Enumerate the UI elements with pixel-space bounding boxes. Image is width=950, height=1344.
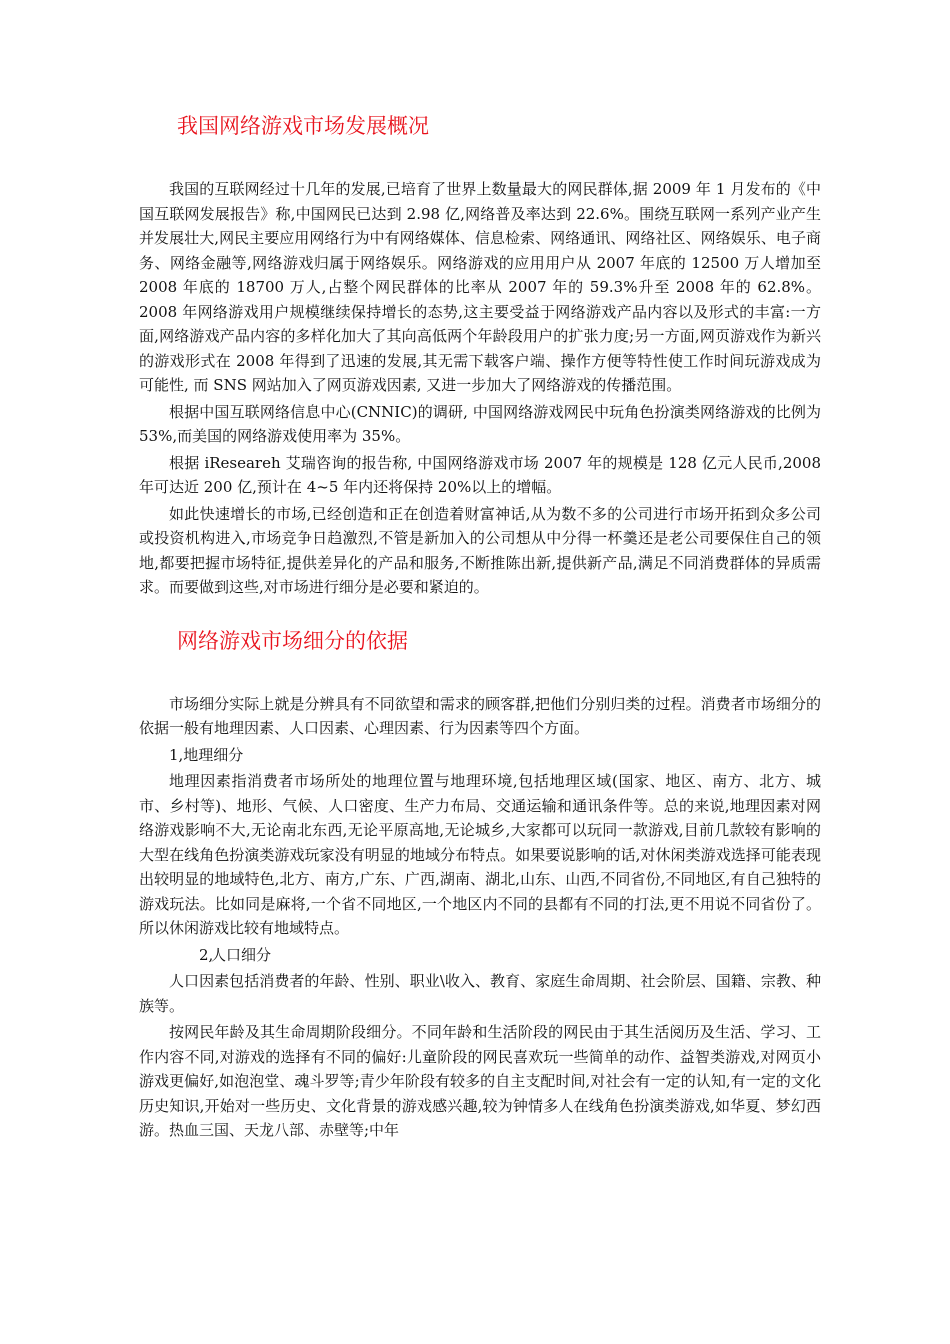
section-heading-segmentation-basis: 网络游戏市场细分的依据 <box>177 628 408 653</box>
subheading-demographic <box>139 943 821 968</box>
paragraph-iresearch-report: 根据 iReseareh 艾瑞咨询的报告称, 中国网络游戏市场 2007 年的规模是 128 亿元人民币,2008 年可达近 200 亿,预计在 4~5 年内还将保持 20%以上的增幅。 <box>139 453 821 496</box>
paragraph-cnnic-survey: 根据中国互联网络信息中心(CNNIC)的调研, 中国网络游戏网民中玩角色扮演类网络游戏的比例为 53%,而美国的网络游戏使用率为 35%。 <box>139 402 821 445</box>
subheading-number: 2, <box>199 945 214 964</box>
section-heading-market-overview: 我国网络游戏市场发展概况 <box>177 114 429 138</box>
paragraph-geographic: 地理因素指消费者市场所处的地理位置与地理环境,包括地理区域(国家、地区、南方、北方、城市、乡村等)、地形、气候、人口密度、生产力布局、交通运输和通讯条件等。总的来说,地理因素对网络游戏影响不大,无论南北东西,无论平原高地,无论城乡,大家都可以玩同一款游戏,目前几款较有影响的大型在线角色扮演类游戏玩家没有明显的地域分布特点。如果要说影响的话,对休闲类游戏选择可能表现出较明显的地域特色,北方、南方,广东、广西,湖南、湖北,山东、山西,不同省份,不同地区,有自己独特的游戏玩法。比如同是麻将,一个省不同地区,一个地区内不同的县都有不同的打法,更不用说不同省份了。所以休闲游戏比较有地域特点。 <box>139 772 821 937</box>
document-body <box>139 100 821 1143</box>
paragraph-demographic: 人口因素包括消费者的年龄、性别、职业\收入、教育、家庭生命周期、社会阶层、国籍、宗教、种族等。 <box>139 972 821 1015</box>
paragraph-segmentation-intro: 市场细分实际上就是分辨具有不同欲望和需求的顾客群,把他们分别归类的过程。消费者市场细分的依据一般有地理因素、人口因素、心理因素、行为因素等四个方面。 <box>139 694 821 737</box>
paragraph-age-lifecycle: 按网民年龄及其生命周期阶段细分。不同年龄和生活阶段的网民由于其生活阅历及生活、学习、工作内容不同,对游戏的选择有不同的偏好:儿童阶段的网民喜欢玩一些简单的动作、益智类游戏,对网页小游戏更偏好,如泡泡堂、魂斗罗等;青少年阶段有较多的自主支配时间,对社会有一定的认知,有一定的文化历史知识,开始对一些历史、文化背景的游戏感兴趣,较为钟情多人在线角色扮演类游戏,如华夏、梦幻西游。热血三国、天龙八部、赤壁等;中年 <box>139 1023 821 1139</box>
subheading-label: 人口细分 <box>211 945 272 964</box>
subheading-geographic: 1,地理细分 <box>169 745 244 764</box>
paragraph-market-competition: 如此快速增长的市场,已经创造和正在创造着财富神话,从为数不多的公司进行市场开拓到众多公司或投资机构进入,市场竞争日趋激烈,不管是新加入的公司想从中分得一杯羹还是老公司要保住自己的领地,都要把握市场特征,提供差异化的产品和服务,不断推陈出新,提供新产品,满足不同消费群体的异质需求。而要做到这些,对市场进行细分是必要和紧迫的。 <box>139 504 821 596</box>
paragraph-internet-growth: 我国的互联网经过十几年的发展,已培育了世界上数量最大的网民群体,据 2009 年 1 月发布的《中国互联网发展报告》称,中国网民已达到 2.98 亿,网络普及率达到 22.6%。围绕互联网一系列产业产生并发展壮大,网民主要应用网络行为中有网络媒体、信息检索、网络通讯、网络社区、网络娱乐、电子商务、网络金融等,网络游戏归属于网络娱乐。网络游戏的应用用户从 2007 年底的 12500 万人增加至 2008 年底的 18700 万人,占整个网民群体的比率从 2007 年的 59.3%升至 2008 年的 62.8%。2008 年网络游戏用户规模继续保持增长的态势,这主要受益于网络游戏产品内容以及形式的丰富:一方面,网络游戏产品内容的多样化加大了其向高低两个年龄段用户的扩张力度;另一方面,网页游戏作为新兴的游戏形式在 2008 年得到了迅速的发展,其无需下载客户端、操作方便等特性使工作时间玩游戏成为可能性, 而 SNS 网站加入了网页游戏因素, 又进一步加大了网络游戏的传播范围。 <box>139 180 821 394</box>
